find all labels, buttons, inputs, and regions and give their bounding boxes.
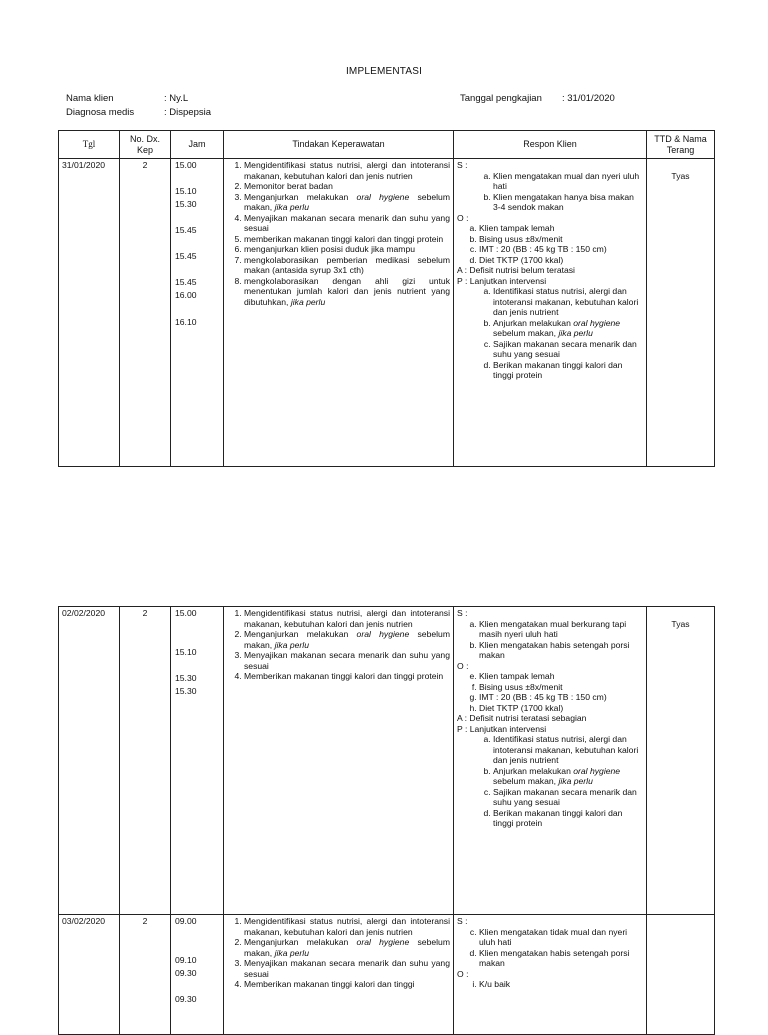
col-header-respon: Respon Klien — [454, 131, 647, 159]
cell-signature: Tyas — [647, 159, 715, 467]
time-entry: 16.00 — [175, 290, 197, 300]
patient-name-value: : Ny.L — [164, 93, 189, 104]
time-entry: 09.00 — [175, 916, 197, 926]
subjective-item: c. Klien mengatakan tidak mual dan nyeri uluh hati — [479, 927, 643, 948]
time-entry: 15.10 — [175, 186, 197, 196]
action-item: 2. Memonitor berat badan — [244, 181, 450, 192]
subjective-label: S : — [457, 160, 468, 170]
patient-name-label: Nama klien — [66, 93, 114, 104]
cell-response — [454, 159, 647, 467]
action-item: 4. Menyajikan makanan secara menarik dan suhu yang sesuai — [244, 213, 450, 234]
diagnosis-value: : Dispepsia — [164, 107, 211, 118]
cell-dx: 2 — [120, 607, 171, 915]
action-item: 6. menganjurkan klien posisi duduk jika mampu — [244, 244, 450, 255]
time-entry: 15.30 — [175, 199, 197, 209]
subjective-item: d. Klien mengatakan habis setengah porsi makan — [479, 948, 643, 969]
time-entry: 09.30 — [175, 994, 197, 1004]
assessment-date — [460, 92, 615, 106]
action-item: 8. mengkolaborasikan dengan ahli gizi untuk menentukan jumlah kalori dan jenis nutrient yang dibutuhkan, jika perlu — [244, 276, 450, 308]
cell-response — [454, 607, 647, 915]
objective-item: f. Bising usus ±8x/menit — [479, 682, 643, 693]
cell-signature: Tyas — [647, 607, 715, 915]
cell-dx: 2 — [120, 159, 171, 467]
cell-signature — [647, 915, 715, 1035]
cell-time — [171, 607, 224, 915]
cell-date: 03/02/2020 — [59, 915, 120, 1035]
action-item: 1. Mengidentifikasi status nutrisi, alergi dan intoteransi makanan, kebutuhan kalori dan jenis nutrien — [244, 608, 450, 629]
time-entry: 15.45 — [175, 251, 197, 261]
plan-item: c. Sajikan makanan secara menarik dan suhu yang sesuai — [493, 339, 643, 360]
subjective-label: S : — [457, 916, 468, 926]
objective-item: i. K/u baik — [479, 979, 643, 990]
time-entry: 09.30 — [175, 968, 197, 978]
action-item: 3. Menyajikan makanan secara menarik dan suhu yang sesuai — [244, 958, 450, 979]
table-header-row — [59, 131, 715, 159]
objective-item: h. Diet TKTP (1700 kkal) — [479, 703, 643, 714]
subjective-label: S : — [457, 608, 468, 618]
objective-label: O : — [457, 660, 469, 671]
plan-item: a. Identifikasi status nutrisi, alergi dan intoteransi makanan, kebutuhan kalori dan jenis nutrient — [493, 286, 643, 318]
objective-item: e. Klien tampak lemah — [479, 671, 643, 682]
col-header-ttd: TTD & Nama Terang — [647, 131, 715, 159]
action-item: 4. Memberikan makanan tinggi kalori dan tinggi — [244, 979, 450, 990]
subjective-item: b. Klien mengatakan hanya bisa makan 3-4 sendok makan — [493, 192, 643, 213]
cell-dx: 2 — [120, 915, 171, 1035]
time-entry: 15.00 — [175, 160, 197, 170]
objective-item: c. IMT : 20 (BB : 45 kg TB : 150 cm) — [479, 244, 643, 255]
action-item: 1. Mengidentifikasi status nutrisi, alergi dan intoteransi makanan, kebutuhan kalori dan jenis nutrien — [244, 916, 450, 937]
plan-item: c. Sajikan makanan secara menarik dan suhu yang sesuai — [493, 787, 643, 808]
time-entry: 09.10 — [175, 955, 197, 965]
plan-item: b. Anjurkan melakukan oral hygiene sebelum makan, jika perlu — [493, 318, 643, 339]
plan-item: d. Berikan makanan tinggi kalori dan tinggi protein — [493, 808, 643, 829]
plan-item: d. Berikan makanan tinggi kalori dan tinggi protein — [493, 360, 643, 381]
objective-label: O : — [457, 212, 469, 223]
col-header-tgl: Tgl — [59, 131, 120, 159]
col-header-jam: Jam — [171, 131, 224, 159]
time-entry: 15.00 — [175, 608, 197, 618]
subjective-item: a. Klien mengatakan mual dan nyeri uluh hati — [493, 171, 643, 192]
objective-item: a. Klien tampak lemah — [479, 223, 643, 234]
objective-item: g. IMT : 20 (BB : 45 kg TB : 150 cm) — [479, 692, 643, 703]
plan-item: a. Identifikasi status nutrisi, alergi dan intoteransi makanan, kebutuhan kalori dan jenis nutrient — [493, 734, 643, 766]
time-entry: 16.10 — [175, 317, 197, 327]
objective-item: b. Bising usus ±8x/menit — [479, 234, 643, 245]
page-title: IMPLEMENTASI — [345, 66, 423, 77]
action-item: 3. Menganjurkan melakukan oral hygiene sebelum makan, jika perlu — [244, 192, 450, 213]
table-row — [59, 915, 715, 1035]
col-header-dx: No. Dx. Kep — [120, 131, 171, 159]
objective-label: O : — [457, 968, 469, 979]
time-entry: 15.10 — [175, 647, 197, 657]
action-item: 2. Menganjurkan melakukan oral hygiene sebelum makan, jika perlu — [244, 629, 450, 650]
cell-time — [171, 915, 224, 1035]
time-entry: 15.30 — [175, 673, 197, 683]
action-item: 5. memberikan makanan tinggi kalori dan tinggi protein — [244, 234, 450, 245]
action-item: 2. Menganjurkan melakukan oral hygiene sebelum makan, jika perlu — [244, 937, 450, 958]
diagnosis-label: Diagnosa medis — [66, 107, 135, 118]
subjective-item: a. Klien mengatakan mual berkurang tapi masih nyeri uluh hati — [479, 619, 643, 640]
assessment-text: A : Defisit nutrisi teratasi sebagian — [457, 713, 587, 723]
cell-actions — [224, 915, 454, 1035]
cell-actions — [224, 607, 454, 915]
col-header-tindakan: Tindakan Keperawatan — [224, 131, 454, 159]
table-row — [59, 607, 715, 915]
action-item: 4. Memberikan makanan tinggi kalori dan tinggi protein — [244, 671, 450, 682]
action-item: 7. mengkolaborasikan pemberian medikasi sebelum makan (antasida syrup 3x1 cth) — [244, 255, 450, 276]
implementation-table-1 — [58, 130, 715, 467]
table-row — [59, 159, 715, 467]
action-item: 3. Menyajikan makanan secara menarik dan suhu yang sesuai — [244, 650, 450, 671]
cell-date: 02/02/2020 — [59, 607, 120, 915]
plan-text: P : Lanjutkan intervensi — [457, 723, 547, 734]
cell-date: 31/01/2020 — [59, 159, 120, 467]
assessment-date-label: Tanggal pengkajian — [460, 93, 542, 104]
patient-info — [66, 92, 211, 120]
assessment-text: A : Defisit nutrisi belum teratasi — [457, 265, 575, 275]
plan-item: b. Anjurkan melakukan oral hygiene sebelum makan, jika perlu — [493, 766, 643, 787]
subjective-item: b. Klien mengatakan habis setengah porsi makan — [479, 640, 643, 661]
implementation-table-2 — [58, 606, 715, 1035]
time-entry: 15.30 — [175, 686, 197, 696]
time-entry: 15.45 — [175, 225, 197, 235]
time-entry: 15.45 — [175, 277, 197, 287]
cell-response — [454, 915, 647, 1035]
cell-time — [171, 159, 224, 467]
cell-actions — [224, 159, 454, 467]
plan-text: P : Lanjutkan intervensi — [457, 275, 547, 286]
action-item: 1. Mengidentifikasi status nutrisi, alergi dan intoteransi makanan, kebutuhan kalori dan jenis nutrien — [244, 160, 450, 181]
assessment-date-value: : 31/01/2020 — [562, 93, 615, 104]
objective-item: d. Diet TKTP (1700 kkal) — [479, 255, 643, 266]
